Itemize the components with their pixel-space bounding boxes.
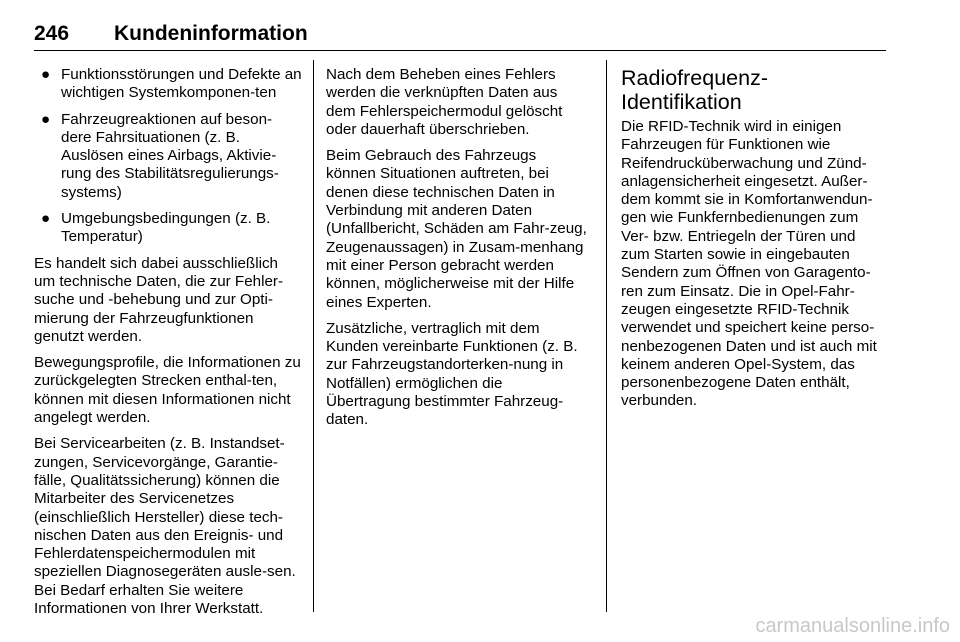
- section-heading: Radiofrequenz-Identifikation: [621, 66, 769, 114]
- bullet-icon: ●: [41, 210, 51, 228]
- list-item-text: Fahrzeugreaktionen auf beson-dere Fahrsituationen (z. B. Auslösen eines Airbags, Aktivie-rung des Stabilitätsregulierungs-systems): [61, 110, 279, 201]
- column-2: [326, 66, 588, 438]
- paragraph: Beim Gebrauch des Fahrzeugs können Situationen auftreten, bei denen diese technischen Daten in Verbindung mit anderen Daten (Unfallbericht, Schäden am Fahr-zeug, Zeugenaussagen) in Zusam-menhang mit einer Person gebracht werden können, möglicherweise mit der Hilfe eines Experten.: [326, 147, 587, 311]
- column-1: [34, 66, 302, 626]
- paragraph: Zusätzliche, vertraglich mit dem Kunden vereinbarte Funktionen (z. B. zur Fahrzeugstandorterken-nung in Notfällen) ermöglichen die Übertragung bestimmter Fahrzeug-daten.: [326, 319, 578, 429]
- page-header: [34, 22, 886, 50]
- page-number: 246: [34, 22, 70, 45]
- list-item: [34, 111, 302, 202]
- bullet-list: [34, 66, 302, 247]
- list-item: [34, 210, 302, 247]
- watermark: carmanualsonline.info: [755, 615, 950, 637]
- column-divider: [313, 60, 314, 612]
- list-item-text: Funktionsstörungen und Defekte an wichtigen Systemkomponen-ten: [61, 66, 302, 102]
- bullet-icon: ●: [41, 66, 51, 83]
- list-item: [34, 66, 302, 103]
- page-title: Kundeninformation: [114, 22, 308, 45]
- list-item-text: Umgebungsbedingungen (z. B. Temperatur): [61, 210, 271, 246]
- column-divider: [606, 60, 607, 612]
- paragraph: Bewegungsprofile, die Informationen zu zurückgelegten Strecken enthal-ten, können mit diesen Informationen nicht angelegt werden.: [34, 354, 301, 427]
- paragraph: Es handelt sich dabei ausschließlich um technische Daten, die zur Fehler-suche und -behebung und zur Opti-mierung der Fahrzeugfunktionen genutzt werden.: [34, 254, 284, 345]
- paragraph: Die RFID-Technik wird in einigen Fahrzeugen für Funktionen wie Reifendrucküberwachung und Zünd-anlagensicherheit eingesetzt. Außer-dem kommt sie in Komfortanwendun-gen wie Funkfernbedienungen zum Ver- bzw. Entriegeln der Türen und zum Starten sowie in eingebauten Sendern zum Öffnen von Garagento-ren zum Einsatz. Die in Opel-Fahr-zeugen eingesetzte RFID-Technik verwendet und speichert keine perso-nenbezogenen Daten und ist auch mit keinem anderen Opel-System, das personenbezogene Daten enthält, verbunden.: [621, 118, 877, 410]
- header-rule: [34, 50, 886, 51]
- paragraph: Bei Servicearbeiten (z. B. Instandset-zungen, Servicevorgänge, Garantie-fälle, Qualitätssicherung) können die Mitarbeiter des Servicenetzes (einschließlich Hersteller) diese tech-nischen Daten aus den Ereignis- und Fehlerdatenspeichermodulen mit speziellen Diagnosegeräten ausle-sen. Bei Bedarf erhalten Sie weitere Informationen von Ihrer Werkstatt.: [34, 435, 296, 618]
- bullet-icon: ●: [41, 110, 51, 128]
- paragraph: Nach dem Beheben eines Fehlers werden die verknüpften Daten aus dem Fehlerspeichermodul gelöscht oder dauerhaft überschrieben.: [326, 66, 563, 138]
- column-3: [621, 66, 887, 419]
